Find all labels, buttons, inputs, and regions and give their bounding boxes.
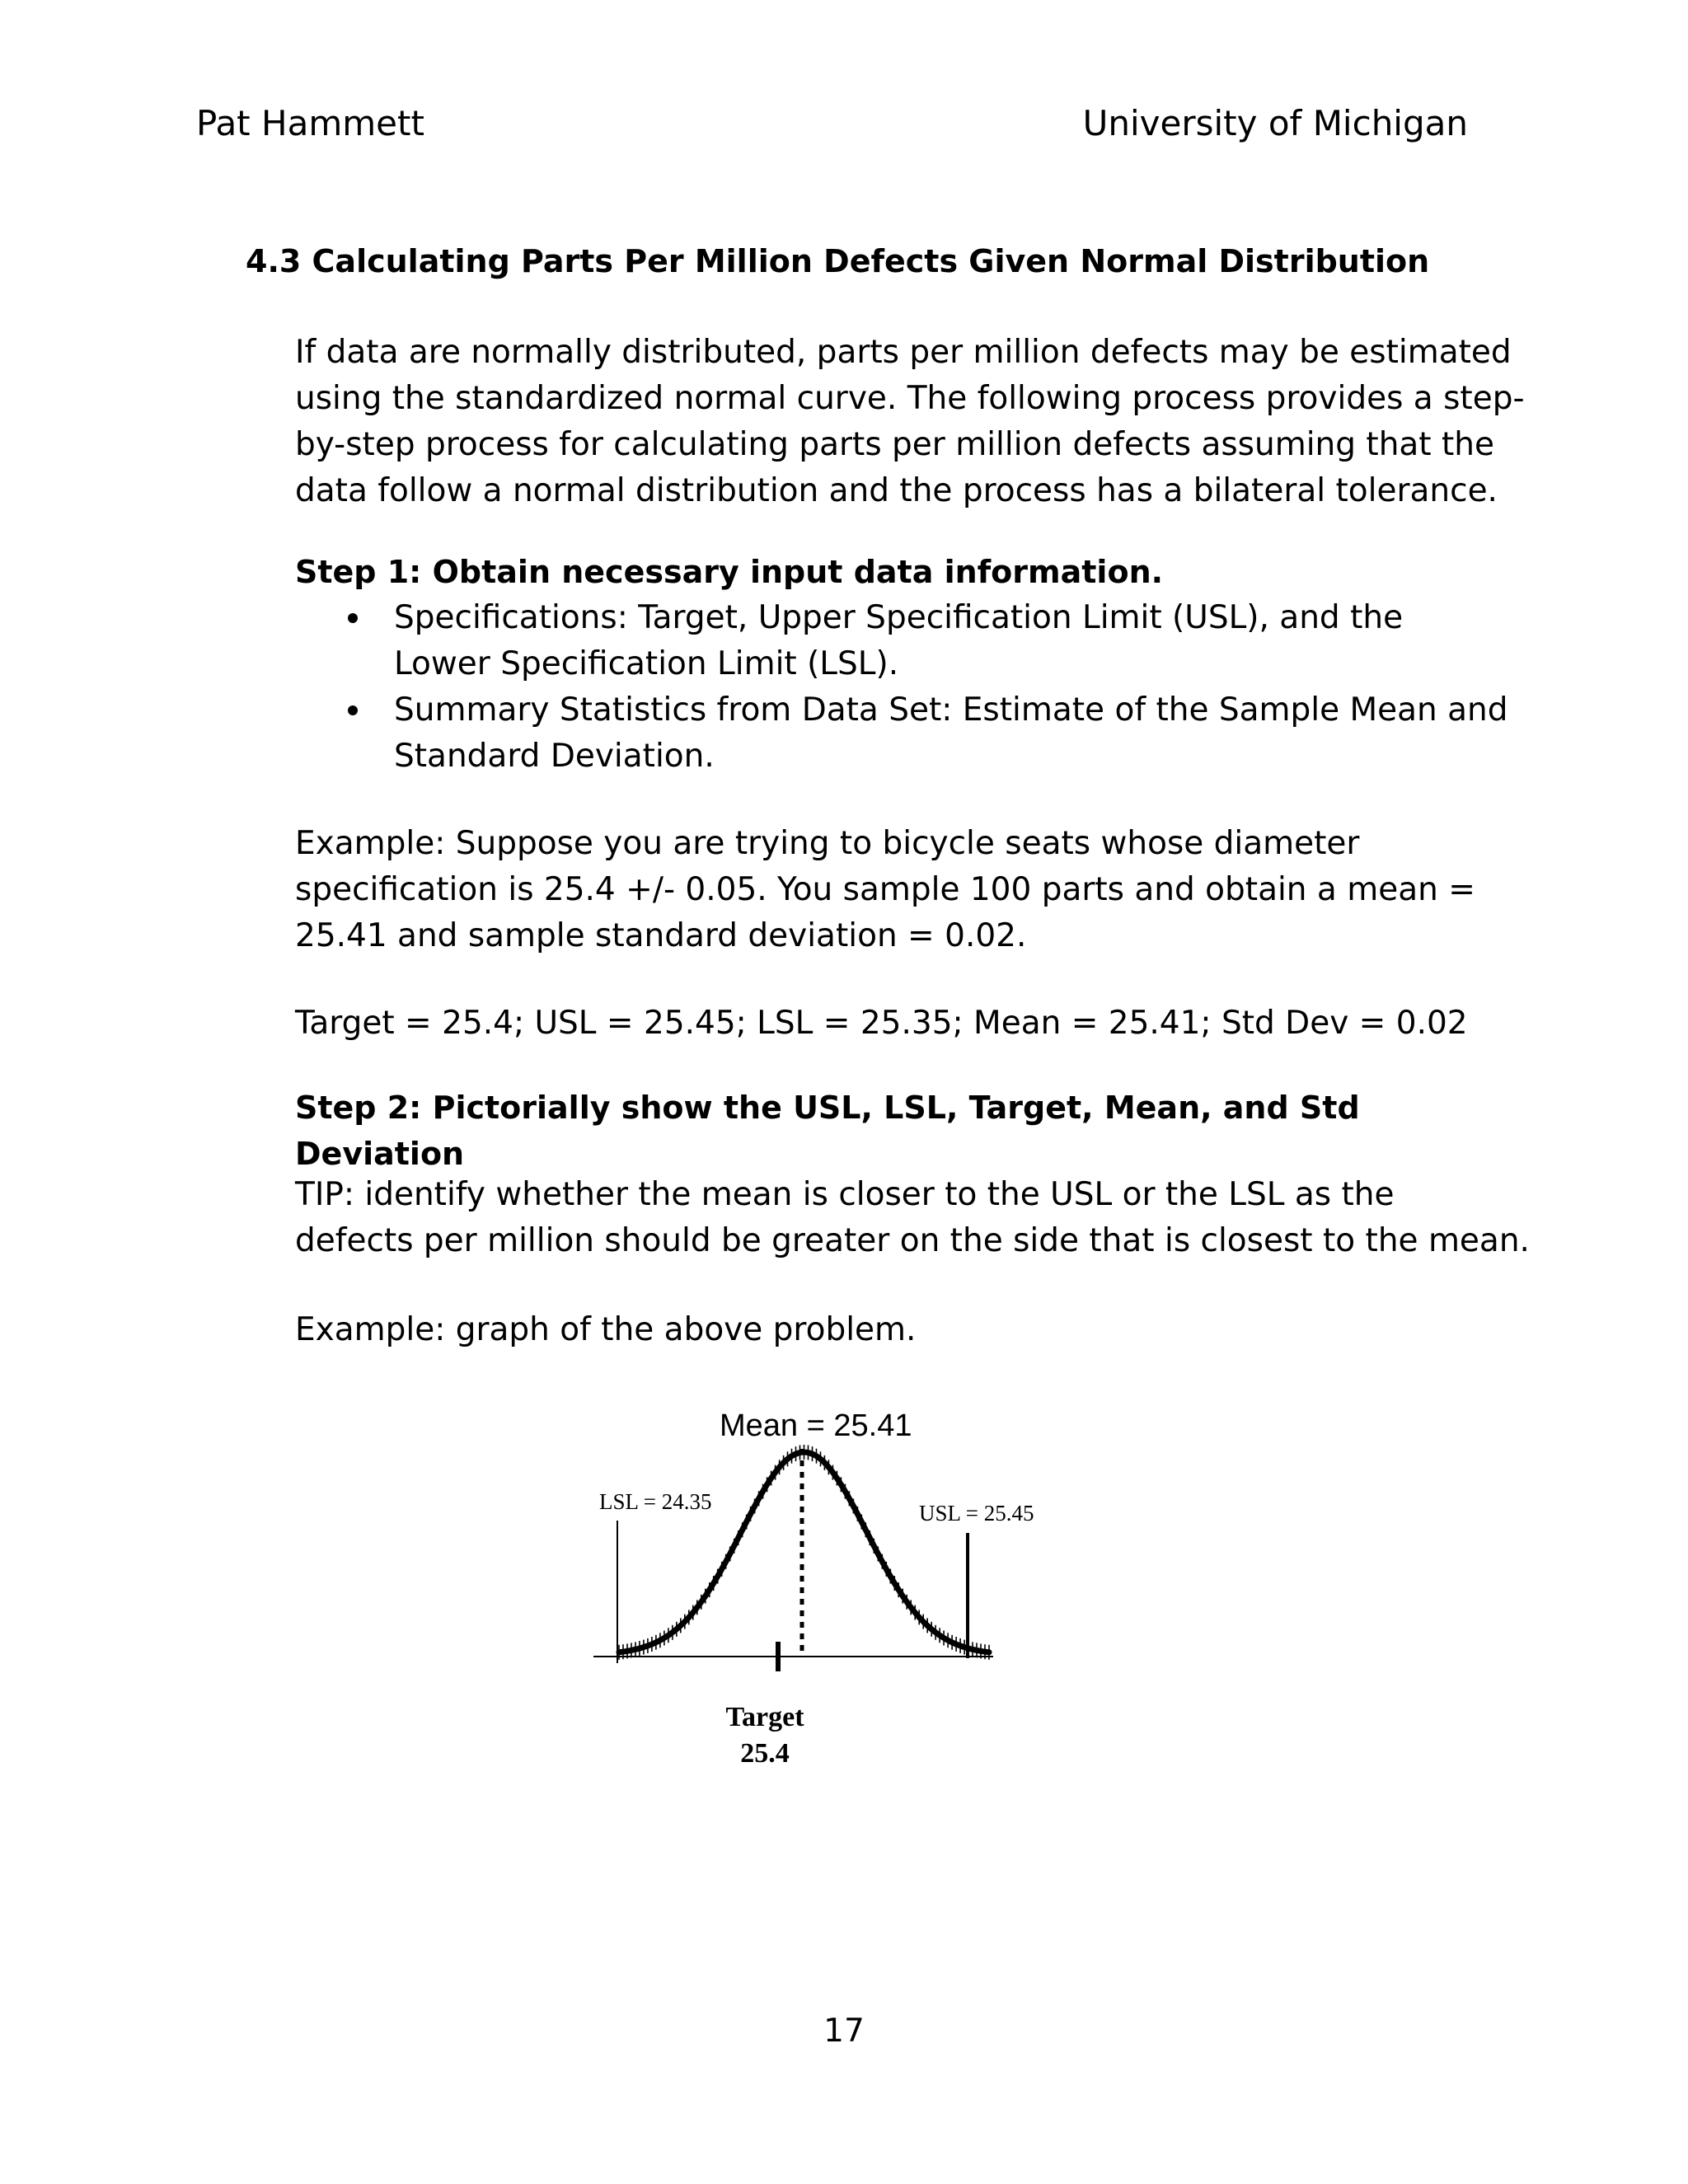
example1-line: specification is 25.4 +/- 0.05. You sample 100 parts and obtain a mean = [295, 871, 1475, 908]
bullet-line: Specifications: Target, Upper Specification Limit (USL), and the [394, 599, 1404, 636]
intro-line: by-step process for calculating parts per million defects assuming that the [295, 426, 1494, 463]
bullet-dot-icon [348, 705, 358, 715]
example1-line: 25.41 and sample standard deviation = 0.02. [295, 917, 1027, 954]
target-label-text: Target [725, 1702, 804, 1732]
intro-line: If data are normally distributed, parts per million defects may be estimated [295, 334, 1512, 371]
intro-paragraph [295, 330, 1525, 514]
bullet-line: Standard Deviation. [394, 738, 715, 775]
target-label-value: 25.4 [740, 1738, 790, 1769]
example1-line: Example: Suppose you are trying to bicycle seats whose diameter [295, 825, 1360, 862]
page-number: 17 [823, 2013, 865, 2050]
normal-curve-svg [577, 1401, 1071, 1797]
lsl-label: LSL = 24.35 [599, 1489, 712, 1514]
tip-paragraph [295, 1172, 1530, 1264]
step2-heading: Step 2: Pictorially show the USL, LSL, Target, Mean, and Std Deviation [295, 1090, 1360, 1172]
mean-label: Mean = 25.41 [720, 1408, 912, 1443]
bullet-item-summary-statistics [295, 687, 1508, 780]
bullet-dot-icon [348, 613, 358, 623]
normal-distribution-figure [577, 1401, 1071, 1797]
example2-text: Example: graph of the above problem. [295, 1311, 917, 1348]
target-label [711, 1699, 818, 1772]
intro-line: data follow a normal distribution and the process has a bilateral tolerance. [295, 472, 1498, 509]
header-institution: University of Michigan [1082, 103, 1468, 143]
tip-line: TIP: identify whether the mean is closer to the USL or the LSL as the [295, 1176, 1395, 1213]
intro-line: using the standardized normal curve. The following process provides a step- [295, 380, 1525, 417]
section-title: 4.3 Calculating Parts Per Million Defects Given Normal Distribution [246, 243, 1430, 279]
tip-line: defects per million should be greater on the side that is closest to the mean. [295, 1222, 1530, 1259]
summary-line: Target = 25.4; USL = 25.45; LSL = 25.35; Mean = 25.41; Std Dev = 0.02 [295, 1005, 1468, 1042]
header-author: Pat Hammett [196, 103, 424, 143]
example1-paragraph [295, 821, 1482, 959]
bullet-line: Lower Specification Limit (LSL). [394, 645, 899, 682]
usl-label: USL = 25.45 [919, 1501, 1034, 1526]
bullet-line: Summary Statistics from Data Set: Estimate of the Sample Mean and [394, 691, 1508, 729]
step1-heading: Step 1: Obtain necessary input data information. [295, 554, 1164, 590]
bullet-item-specifications [295, 595, 1498, 687]
step1-bullet-list [295, 595, 1508, 780]
